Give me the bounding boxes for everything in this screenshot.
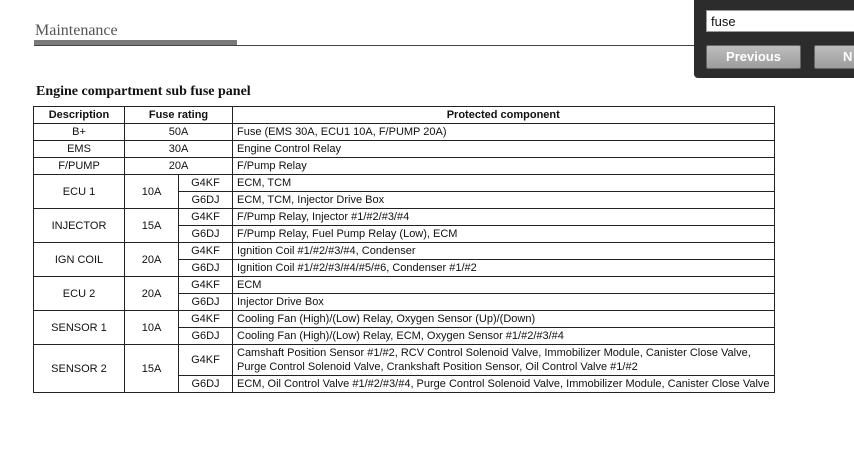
row-engine: G6DJ [179, 376, 233, 393]
table-header-row [34, 107, 775, 124]
row-component-line: Camshaft Position Sensor #1/#2, RCV Control Solenoid Valve, Immobilizer Module, Canister Close Valve, [237, 347, 751, 359]
row-description: B+ [34, 124, 125, 141]
row-component: F/Pump Relay, Injector #1/#2/#3/#4 [233, 209, 775, 226]
find-bar [694, 0, 854, 78]
table-row [34, 345, 775, 376]
header-protected-component: Protected component [233, 107, 775, 124]
row-description: EMS [34, 141, 125, 158]
row-rating: 10A [125, 311, 179, 345]
table-row [34, 311, 775, 328]
row-component: ECM, Oil Control Valve #1/#2/#3/#4, Purge Control Solenoid Valve, Immobilizer Module, Canister Close Valve [233, 376, 775, 393]
row-engine: G4KF [179, 311, 233, 328]
fuse-table [33, 106, 775, 393]
row-component: Injector Drive Box [233, 294, 775, 311]
previous-button[interactable]: Previous [706, 45, 801, 69]
header-fuse-rating: Fuse rating [125, 107, 233, 124]
row-description: ECU 2 [34, 277, 125, 311]
row-engine: G4KF [179, 209, 233, 226]
row-component: F/Pump Relay [233, 158, 775, 175]
header-description: Description [34, 107, 125, 124]
section-title: Engine compartment sub fuse panel [36, 84, 251, 99]
row-description: ECU 1 [34, 175, 125, 209]
row-engine: G6DJ [179, 226, 233, 243]
row-engine: G4KF [179, 345, 233, 376]
table-row [34, 124, 775, 141]
row-engine: G6DJ [179, 294, 233, 311]
row-description: INJECTOR [34, 209, 125, 243]
row-rating: 20A [125, 158, 233, 175]
row-component-line: Purge Control Solenoid Valve, Crankshaft Position Sensor, Oil Control Valve #1/#2 [237, 361, 638, 373]
row-component: F/Pump Relay, Fuel Pump Relay (Low), ECM [233, 226, 775, 243]
row-component: Cooling Fan (High)/(Low) Relay, ECM, Oxygen Sensor #1/#2/#3/#4 [233, 328, 775, 345]
row-description: IGN COIL [34, 243, 125, 277]
row-component: ECM [233, 277, 775, 294]
table-row [34, 243, 775, 260]
row-component: Cooling Fan (High)/(Low) Relay, Oxygen Sensor (Up)/(Down) [233, 311, 775, 328]
table-row [34, 277, 775, 294]
row-component: Ignition Coil #1/#2/#3/#4, Condenser [233, 243, 775, 260]
table-row [34, 141, 775, 158]
row-component: ECM, TCM, Injector Drive Box [233, 192, 775, 209]
row-rating: 50A [125, 124, 233, 141]
row-description: F/PUMP [34, 158, 125, 175]
table-row [34, 158, 775, 175]
row-component: ECM, TCM [233, 175, 775, 192]
row-component: Ignition Coil #1/#2/#3/#4/#5/#6, Condenser #1/#2 [233, 260, 775, 277]
row-engine: G6DJ [179, 260, 233, 277]
table-row [34, 209, 775, 226]
next-button[interactable]: N [814, 45, 854, 69]
row-rating: 15A [125, 209, 179, 243]
row-description: SENSOR 2 [34, 345, 125, 393]
row-engine: G4KF [179, 175, 233, 192]
page-header-title: Maintenance [35, 22, 118, 39]
row-rating: 10A [125, 175, 179, 209]
row-engine: G6DJ [179, 192, 233, 209]
row-engine: G6DJ [179, 328, 233, 345]
row-rating: 20A [125, 277, 179, 311]
row-rating: 30A [125, 141, 233, 158]
row-component [233, 345, 775, 376]
find-input[interactable] [706, 10, 854, 32]
row-rating: 20A [125, 243, 179, 277]
row-engine: G4KF [179, 243, 233, 260]
table-row [34, 175, 775, 192]
row-description: SENSOR 1 [34, 311, 125, 345]
row-engine: G4KF [179, 277, 233, 294]
row-component: Engine Control Relay [233, 141, 775, 158]
row-component: Fuse (EMS 30A, ECU1 10A, F/PUMP 20A) [233, 124, 775, 141]
row-rating: 15A [125, 345, 179, 393]
